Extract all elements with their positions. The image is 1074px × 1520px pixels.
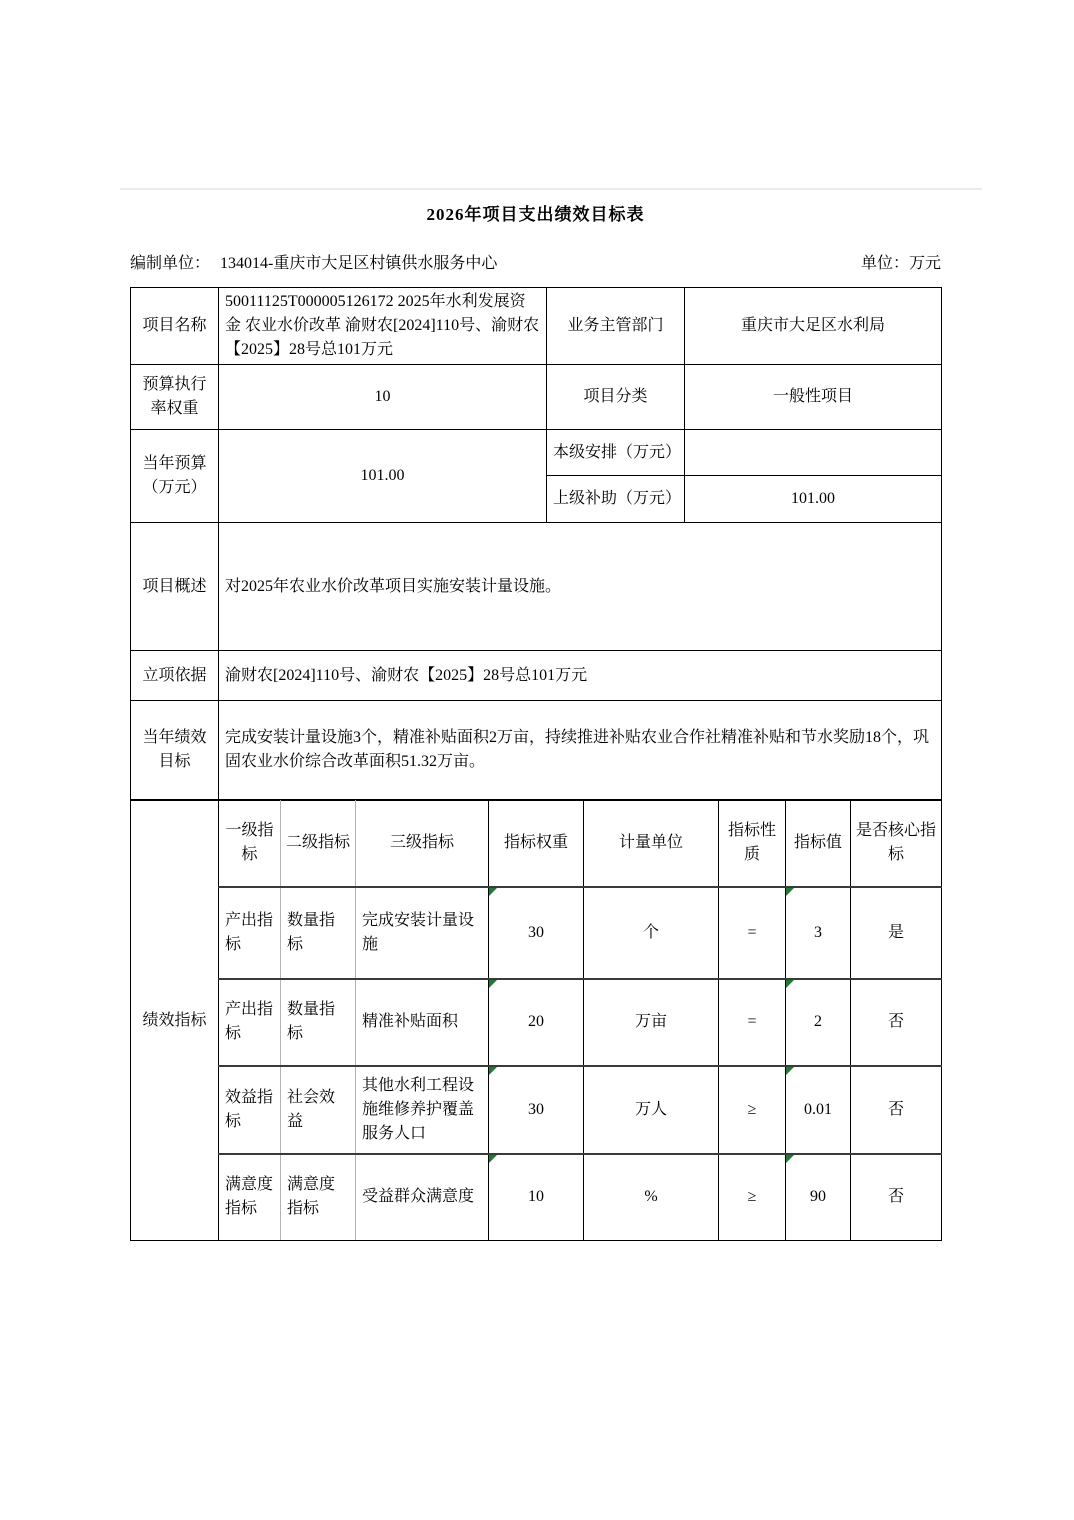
basis-value: 渝财农[2024]110号、渝财农【2025】28号总101万元 (219, 651, 942, 701)
table-row (131, 651, 942, 701)
indicator-weight (489, 1154, 584, 1241)
unit-note: 单位：万元 (860, 255, 941, 272)
indicator-nature: = (719, 887, 786, 979)
table-row (131, 523, 942, 651)
indicator-value-text: 90 (810, 1188, 826, 1206)
goal-label: 当年绩效目标 (131, 701, 219, 800)
prepared-by-label: 编制单位： (130, 255, 211, 272)
indicator-value (786, 887, 851, 979)
header-nature: 指标性质 (719, 801, 786, 887)
header-core: 是否核心指标 (851, 801, 942, 887)
local-arrangement-label: 本级安排（万元） (547, 430, 685, 476)
meta-row (130, 250, 941, 273)
indicator-level3: 完成安装计量设施 (356, 887, 489, 979)
indicators-table (130, 800, 942, 1241)
indicator-unit: 个 (584, 887, 719, 979)
indicator-value-text: 0.01 (804, 1100, 832, 1118)
indicator-value-text: 2 (814, 1013, 822, 1030)
superior-subsidy-value: 101.00 (685, 476, 942, 523)
indicator-row (131, 1066, 942, 1154)
indicator-nature: = (719, 979, 786, 1066)
budget-rate-value: 10 (219, 365, 547, 430)
indicator-level3: 受益群众满意度 (356, 1154, 489, 1241)
indicator-value (786, 1066, 851, 1154)
indicator-unit: 万人 (584, 1066, 719, 1154)
excel-flag-icon (489, 980, 497, 988)
header-value: 指标值 (786, 801, 851, 887)
indicator-weight-text: 30 (528, 923, 544, 941)
category-value: 一般性项目 (685, 365, 942, 430)
basis-label: 立项依据 (131, 651, 219, 701)
indicator-weight-text: 10 (528, 1188, 544, 1206)
indicator-value (786, 1154, 851, 1241)
indicator-unit: 万亩 (584, 979, 719, 1066)
excel-flag-icon (786, 1155, 794, 1163)
header-unit: 计量单位 (584, 801, 719, 887)
prepared-by (130, 250, 497, 273)
indicator-core: 否 (851, 1154, 942, 1241)
excel-flag-icon (786, 1067, 794, 1075)
budget-rate-label: 预算执行率权重 (131, 365, 219, 430)
dept-label: 业务主管部门 (547, 288, 685, 365)
indicator-level2: 数量指标 (281, 979, 356, 1066)
indicator-weight (489, 979, 584, 1066)
indicator-value-text: 3 (814, 923, 822, 941)
header-level2: 二级指标 (281, 801, 356, 887)
page-title: 2026年项目支出绩效目标表 (426, 205, 645, 224)
indicator-core: 否 (851, 1066, 942, 1154)
indicators-header-row (131, 801, 942, 887)
excel-flag-icon (786, 980, 794, 988)
indicator-level3: 其他水利工程设施维修养护覆盖服务人口 (356, 1066, 489, 1154)
table-row (131, 288, 942, 365)
indicator-level2: 满意度指标 (281, 1154, 356, 1241)
indicators-section-label: 绩效指标 (131, 801, 219, 1241)
table-row (131, 701, 942, 800)
category-label: 项目分类 (547, 365, 685, 430)
indicator-nature: ≥ (719, 1066, 786, 1154)
superior-subsidy-label: 上级补助（万元） (547, 476, 685, 523)
indicator-core: 否 (851, 979, 942, 1066)
indicator-row (131, 1154, 942, 1241)
project-name-label: 项目名称 (131, 288, 219, 365)
dept-value: 重庆市大足区水利局 (685, 288, 942, 365)
excel-flag-icon (489, 1155, 497, 1163)
prepared-by-value: 134014-重庆市大足区村镇供水服务中心 (220, 255, 498, 272)
indicator-level3: 精准补贴面积 (356, 979, 489, 1066)
performance-table (130, 287, 941, 1241)
indicator-weight-text: 30 (528, 1100, 544, 1118)
overview-label: 项目概述 (131, 523, 219, 651)
local-arrangement-value (685, 430, 942, 476)
project-info-table (130, 287, 942, 800)
indicator-nature: ≥ (719, 1154, 786, 1241)
project-name-value: 50011125T000005126172 2025年水利发展资金 农业水价改革 渝财农[2024]110号、渝财农【2025】28号总101万元 (219, 288, 547, 365)
page-top-divider (120, 188, 982, 190)
indicator-level1: 产出指标 (219, 979, 281, 1066)
indicator-row (131, 979, 942, 1066)
annual-budget-value: 101.00 (219, 430, 547, 523)
indicator-weight (489, 887, 584, 979)
indicator-unit: % (584, 1154, 719, 1241)
indicator-level1: 产出指标 (219, 887, 281, 979)
indicator-weight (489, 1066, 584, 1154)
indicator-level2: 社会效益 (281, 1066, 356, 1154)
header-level3: 三级指标 (356, 801, 489, 887)
annual-budget-label: 当年预算（万元） (131, 430, 219, 523)
header-level1: 一级指标 (219, 801, 281, 887)
indicator-core: 是 (851, 887, 942, 979)
goal-value: 完成安装计量设施3个，精准补贴面积2万亩，持续推进补贴农业合作社精准补贴和节水奖励18个，巩固农业水价综合改革面积51.32万亩。 (219, 701, 942, 800)
indicator-level1: 满意度指标 (219, 1154, 281, 1241)
overview-value: 对2025年农业水价改革项目实施安装计量设施。 (219, 523, 942, 651)
excel-flag-icon (489, 888, 497, 896)
excel-flag-icon (489, 1067, 497, 1075)
indicator-level1: 效益指标 (219, 1066, 281, 1154)
table-row (131, 430, 942, 476)
indicator-value (786, 979, 851, 1066)
excel-flag-icon (786, 888, 794, 896)
indicator-row (131, 887, 942, 979)
indicator-weight-text: 20 (528, 1013, 544, 1030)
header-weight: 指标权重 (489, 801, 584, 887)
table-row (131, 365, 942, 430)
indicator-level2: 数量指标 (281, 887, 356, 979)
